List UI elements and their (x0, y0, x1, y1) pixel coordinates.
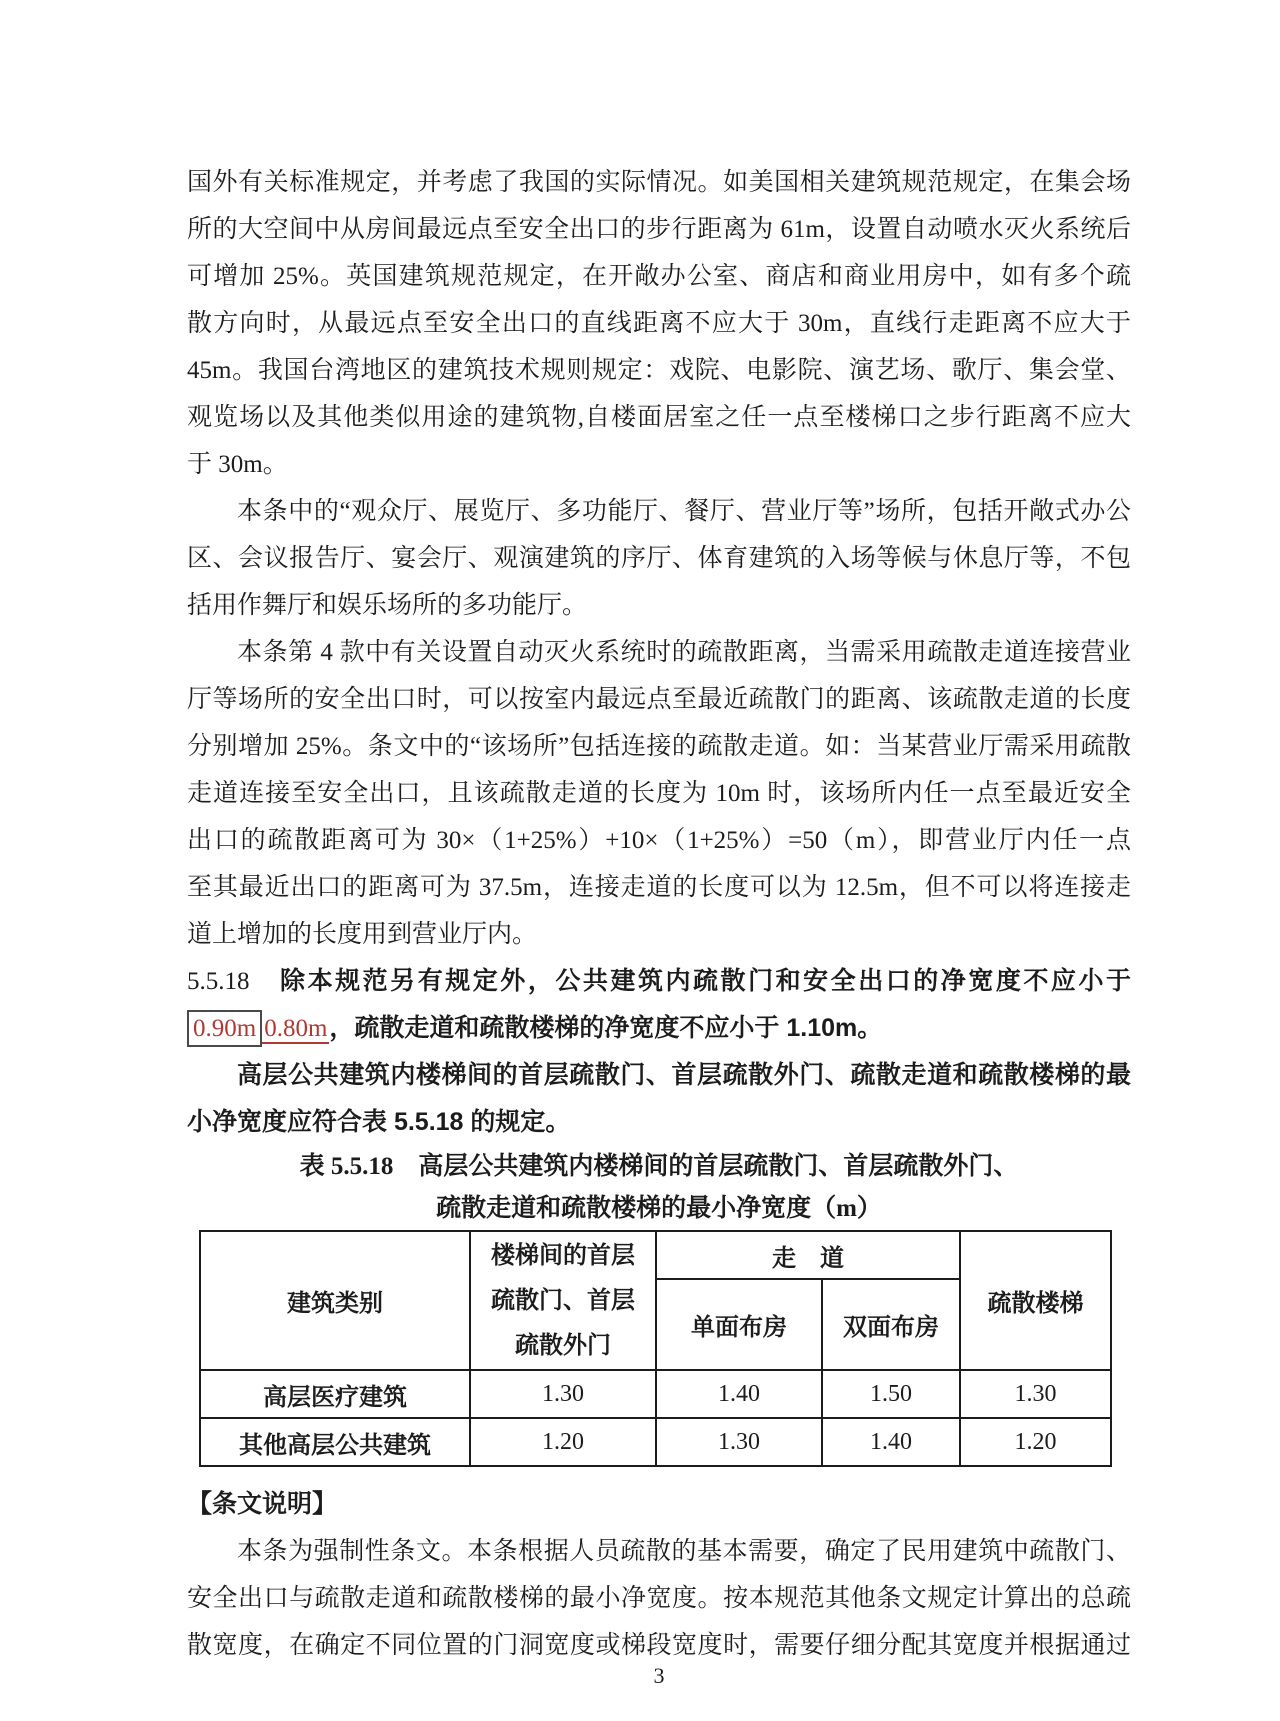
text-line: 散宽度，在确定不同位置的门洞宽度或梯段宽度时，需要仔细分配其宽度并根据通过 (187, 1632, 1131, 1659)
text-line: 出口的疏散距离可为 30×（1+25%）+10×（1+25%）=50（m），即营业厅内任一点 (187, 827, 1131, 854)
text-line: 至其最近出口的距离可为 37.5m，连接走道的长度可以为 12.5m，但不可以将连接走 (187, 874, 1131, 901)
text-line: 所的大空间中从房间最远点至安全出口的步行距离为 61m，设置自动喷水灭火系统后 (187, 216, 1131, 243)
header-building-category: 建筑类别 (200, 1231, 470, 1370)
text-line: 散方向时，从最远点至安全出口的直线距离不应大于 30m，直线行走距离不应大于 (187, 310, 1131, 337)
paragraph-sprinkler (187, 629, 1131, 958)
text-line: 道上增加的长度用到营业厅内。 (187, 921, 538, 948)
header-corridor: 走 道 (656, 1231, 960, 1279)
header-first-floor-doors: 楼梯间的首层 疏散门、首层 疏散外门 (470, 1231, 656, 1370)
text-line: 走道连接至安全出口，且该疏散走道的长度为 10m 时，该场所内任一点至最近安全 (187, 780, 1131, 807)
clause-number: 5.5.18 (187, 968, 250, 995)
header-corridor-single: 单面布房 (656, 1279, 822, 1370)
table-row: 其他高层公共建筑 1.20 1.30 1.40 1.20 (200, 1418, 1111, 1466)
text-line: 国外有关标准规定，并考虑了我国的实际情况。如美国相关建筑规范规定，在集会场 (187, 169, 1131, 196)
header-corridor-double: 双面布房 (822, 1279, 960, 1370)
text-line: 本条第 4 款中有关设置自动灭火系统时的疏散距离，当需采用疏散走道连接营业 (237, 639, 1131, 666)
paragraph-halls (187, 488, 1131, 629)
text-line: 本条中的“观众厅、展览厅、多功能厅、餐厅、营业厅等”场所，包括开敞式办公 (237, 498, 1131, 525)
clause-text-rest: ，疏散走道和疏散楼梯的净宽度不应小于 1.10m。 (329, 1014, 883, 1042)
text-line: 可增加 25%。英国建筑规范规定，在开敞办公室、商店和商业用房中，如有多个疏 (187, 263, 1131, 290)
commentary-heading: 【条文说明】 (187, 1490, 338, 1518)
paragraph-commentary (187, 1528, 1131, 1669)
table-title-line2: 疏散走道和疏散楼梯的最小净宽度（m） (436, 1195, 882, 1222)
text-line: 厅等场所的安全出口时，可以按室内最远点至最近疏散门的距离、该疏散走道的长度 (187, 686, 1131, 713)
paragraph-highrise (187, 1052, 1131, 1146)
page-number: 3 (653, 1663, 665, 1688)
clause-text: 除本规范另有规定外，公共建筑内疏散门和安全出口的净宽度不应小于 (277, 967, 1131, 995)
table-title-line1: 表 5.5.18 高层公共建筑内楼梯间的首层疏散门、首层疏散外门、 (299, 1153, 1019, 1180)
text-line: 分别增加 25%。条文中的“该场所”包括连接的疏散走道。如：当某营业厅需采用疏散 (187, 733, 1131, 760)
revised-value: 0.80m (264, 1015, 328, 1042)
boxed-old-value: 0.90m (187, 1010, 262, 1047)
text-line: 区、会议报告厅、宴会厅、观演建筑的序厅、体育建筑的入场等候与休息厅等，不包 (187, 545, 1131, 572)
text-line: 观览场以及其他类似用途的建筑物,自楼面居室之任一点至楼梯口之步行距离不应大 (187, 404, 1131, 431)
header-evacuation-stair: 疏散楼梯 (960, 1231, 1111, 1370)
text-line: 高层公共建筑内楼梯间的首层疏散门、首层疏散外门、疏散走道和疏散楼梯的最 (237, 1061, 1131, 1089)
text-line: 括用作舞厅和娱乐场所的多功能厅。 (187, 592, 588, 619)
text-line: 45m。我国台湾地区的建筑技术规则规定：戏院、电影院、演艺场、歌厅、集会堂、 (187, 357, 1131, 384)
table-row: 高层医疗建筑 1.30 1.40 1.50 1.30 (200, 1370, 1111, 1418)
text-line: 于 30m。 (187, 451, 288, 478)
text-line: 安全出口与疏散走道和疏散楼梯的最小净宽度。按本规范其他条文规定计算出的总疏 (187, 1585, 1131, 1612)
clause-5-5-18-line1 (187, 958, 1131, 1005)
text-line: 本条为强制性条文。本条根据人员疏散的基本需要，确定了民用建筑中疏散门、 (237, 1538, 1131, 1565)
text-block (187, 159, 1131, 1669)
paragraph-continuation (187, 159, 1131, 488)
text-line: 小净宽度应符合表 5.5.18 的规定。 (187, 1108, 571, 1136)
spec-table (199, 1230, 1112, 1467)
clause-5-5-18-line2 (187, 1005, 1131, 1052)
